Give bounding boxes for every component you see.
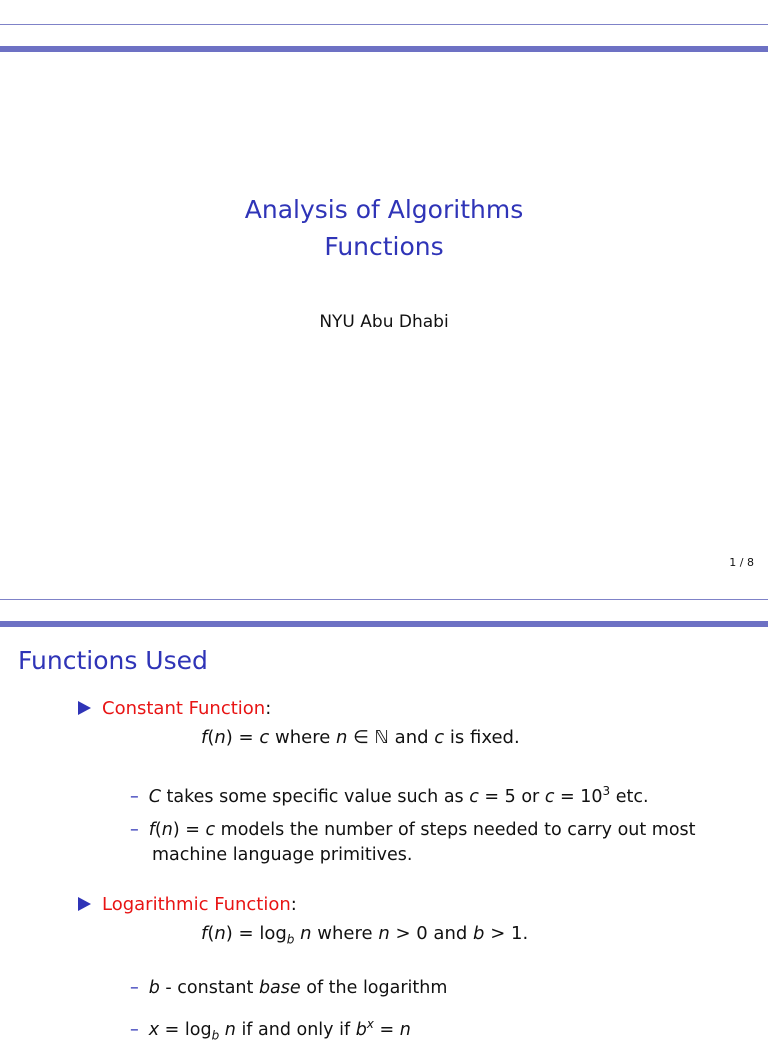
constant-sub-item-1: – C takes some specific value such as c = 5 or $c = 10^3$ etc. (130, 784, 649, 807)
slide1-author: NYU Abu Dhabi (319, 312, 449, 332)
constant-formula: f(n) = c where n ∈ ℕ and c is fixed. (201, 727, 520, 748)
slide1-top-rule (0, 24, 768, 25)
constant-sub-item-2: – f(n) = c models the number of steps needed to carry out most (130, 820, 696, 840)
log-sub-item-2: – $x = \log_b n$ if and only if $b^x = n$ (130, 1017, 411, 1043)
logarithmic-formula: $f(n) = \log_b n$ where n > 0 and b > 1. (201, 923, 529, 947)
constant-sub-item-2-line2: machine language primitives. (152, 845, 413, 865)
dash-bullet: – (130, 1019, 139, 1040)
slide1-title-line1: Analysis of Algorithms (244, 195, 524, 224)
bullet-triangle-icon (78, 701, 91, 715)
logarithmic-function-bullet (78, 893, 297, 917)
slide2-top-rule (0, 599, 768, 600)
constant-function-bullet (78, 697, 271, 721)
logarithmic-function-label: Logarithmic Function (102, 894, 291, 915)
dash-bullet: – (130, 820, 139, 840)
dash-bullet: – (130, 978, 139, 998)
page-number: 1 / 8 (729, 556, 754, 569)
slide2-frame-title: Functions Used (18, 646, 208, 675)
slide2-header-bar (0, 621, 768, 627)
slide1-title-line2: Functions (324, 232, 444, 261)
colon: : (290, 894, 297, 915)
constant-function-label: Constant Function (102, 698, 266, 719)
dash-bullet: – (130, 786, 139, 807)
bullet-triangle-icon (78, 897, 91, 911)
colon: : (265, 698, 272, 719)
slide1-header-bar (0, 46, 768, 52)
log-sub-item-1: – b - constant base of the logarithm (130, 978, 448, 998)
